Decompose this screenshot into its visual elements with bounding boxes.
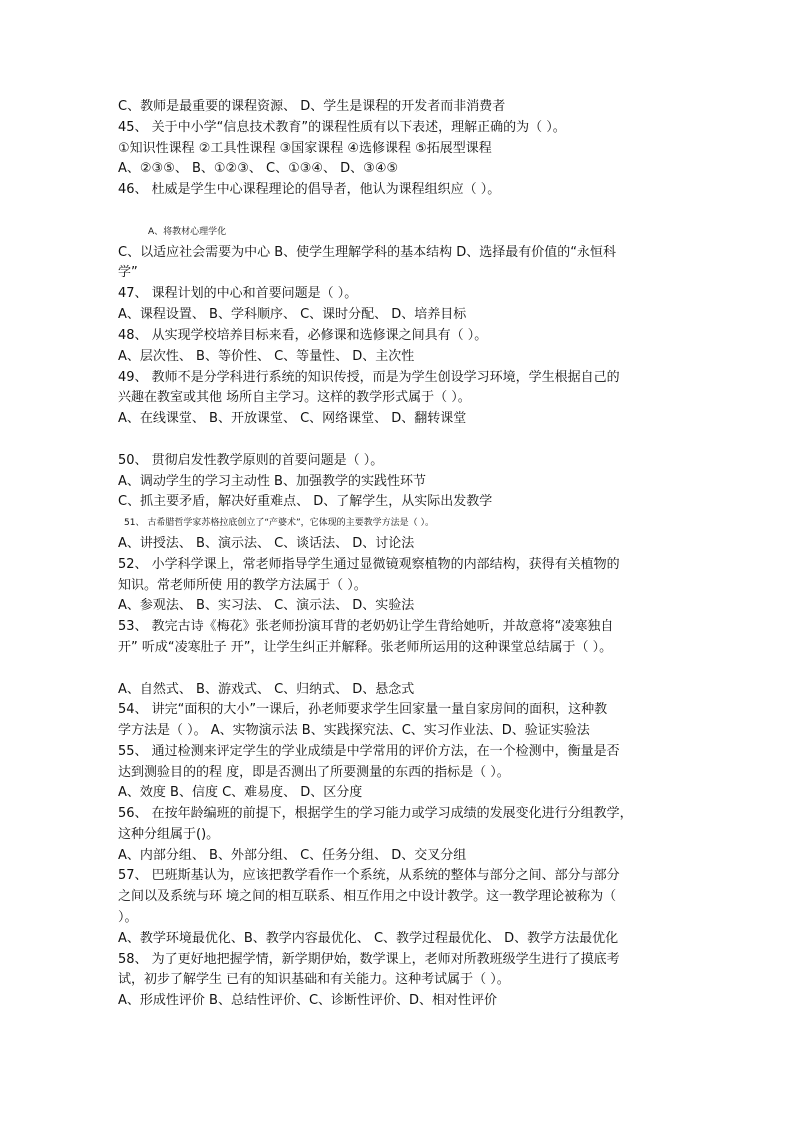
text-line: 学方法是（ ）。 A、实物演示法 B、实践探究法、C、实习作业法、D、验证实验法	[118, 723, 590, 738]
question-52: 52、 小学科学课上，常老师指导学生通过显微镜观察植物的内部结构，获得有关植物的	[118, 557, 620, 572]
text-line: 学”	[118, 265, 138, 280]
text-line: C、教师是最重要的课程资源、 D、学生是课程的开发者而非消费者	[118, 99, 506, 114]
question-58: 58、 为了更好地把握学情，新学期伊始，数学课上，老师对所教班级学生进行了摸底考	[118, 952, 620, 967]
answer-options: A、效度 B、信度 C、难易度、 D、区分度	[118, 785, 363, 800]
answer-options: C、以适应社会需要为中心 B、使学生理解学科的基本结构 D、选择最有价值的“永恒科	[118, 245, 617, 260]
question-55: 55、 通过检测来评定学生的学业成绩是中学常用的评价方法，在一个检测中，衡量是否	[118, 744, 620, 759]
answer-options: A、讲授法、 B、演示法、 C、谈话法、 D、讨论法	[118, 536, 415, 551]
question-57: 57、 巴班斯基认为，应该把教学看作一个系统，从系统的整体与部分之间、部分与部分	[118, 868, 620, 883]
text-line: 试，初步了解学生 已有的知识基础和有关能力。这种考试属于（ ）。	[118, 972, 510, 987]
text-line: 兴趣在教室或其他 场所自主学习。这样的教学形式属于（ ）。	[118, 390, 471, 405]
text-line: ）。	[118, 910, 138, 925]
question-54: 54、 讲完“面积的大小”一课后，孙老师要求学生回家量一量自家房间的面积，这种教	[118, 702, 608, 717]
question-53: 53、 教完古诗《梅花》张老师扮演耳背的老奶奶让学生背给她听，并故意将“凌寒独自	[118, 619, 614, 634]
question-47: 47、 课程计划的中心和首要问题是（ ）。	[118, 286, 358, 301]
answer-options: A、②③⑤、 B、①②③、 C、①③④、 D、③④⑤	[118, 161, 399, 176]
question-50: 50、 贯彻启发性教学原则的首要问题是（ ）。	[118, 453, 384, 468]
text-line: 这种分组属于()。	[118, 827, 220, 842]
text-line: 知识。常老师所使 用的教学方法属于（ ）。	[118, 578, 367, 593]
question-46: 46、 杜威是学生中心课程理论的倡导者，他认为课程组织应（ ）。	[118, 182, 501, 197]
answer-options: A、自然式、 B、游戏式、 C、归纳式、 D、悬念式	[118, 682, 415, 697]
question-49: 49、 教师不是分学科进行系统的知识传授，而是为学生创设学习环境，学生根据自己的	[118, 370, 620, 385]
text-line: ①知识性课程 ②工具性课程 ③国家课程 ④选修课程 ⑤拓展型课程	[118, 141, 492, 156]
answer-options: A、内部分组、 B、外部分组、 C、任务分组、 D、交叉分组	[118, 848, 467, 863]
answer-options: A、将教材心理学化	[148, 227, 227, 237]
answer-options: A、教学环境最优化、B、教学内容最优化、 C、教学过程最优化、 D、教学方法最优化	[118, 931, 619, 946]
text-line: 达到测验目的的程 度，即是否测出了所要测量的东西的指标是（ ）。	[118, 765, 510, 780]
answer-options: A、调动学生的学习主动性 B、加强教学的实践性环节	[118, 474, 426, 489]
question-51: 51、 古希腊哲学家苏格拉底创立了“产婆术”，它体现的主要教学方法是（ ）。	[124, 518, 435, 528]
answer-options: C、抓主要矛盾，解决好重难点、 D、了解学生，从实际出发教学	[118, 494, 493, 509]
question-45: 45、 关于中小学“信息技术教育”的课程性质有以下表述，理解正确的为（ ）。	[118, 120, 566, 135]
answer-options: A、在线课堂、 B、开放课堂、 C、网络课堂、 D、翻转课堂	[118, 411, 467, 426]
text-line: 开” 听成“凌寒肚子 开”，让学生纠正并解释。张老师所运用的这种课堂总结属于（ ）。	[118, 640, 613, 655]
answer-options: A、课程设置、 B、学科顺序、 C、课时分配、 D、培养目标	[118, 307, 467, 322]
answer-options: A、参观法、 B、实习法、 C、演示法、 D、实验法	[118, 598, 415, 613]
answer-options: A、层次性、 B、等价性、 C、等量性、 D、主次性	[118, 349, 415, 364]
text-line: 之间以及系统与环 境之间的相互联系、相互作用之中设计教学。这一教学理论被称为（	[118, 889, 617, 904]
question-56: 56、 在按年龄编班的前提下，根据学生的学习能力或学习成绩的发展变化进行分组教学，	[118, 806, 633, 821]
question-48: 48、 从实现学校培养目标来看，必修课和选修课之间具有（ ）。	[118, 328, 488, 343]
answer-options: A、形成性评价 B、总结性评价、C、诊断性评价、D、相对性评价	[118, 993, 498, 1008]
